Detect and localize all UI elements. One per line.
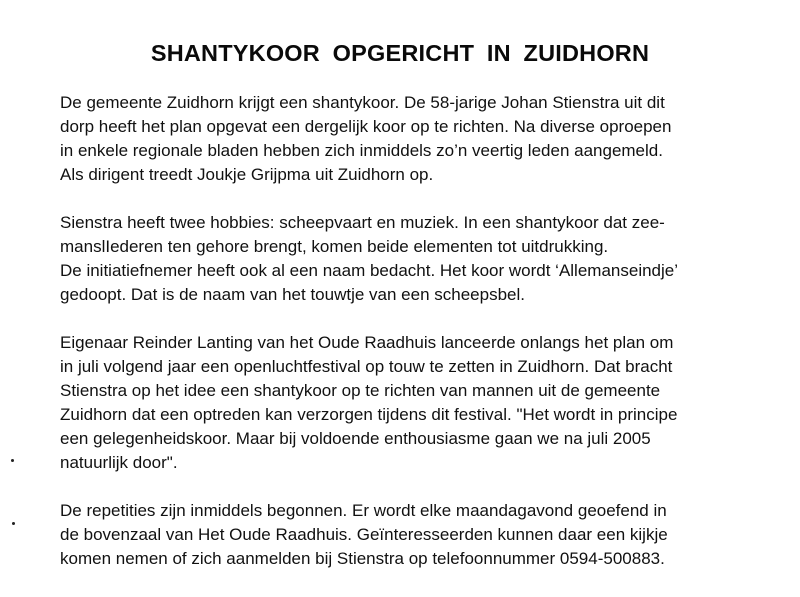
- scan-speck: [11, 459, 14, 462]
- text-line: Stienstra op het idee een shantykoor op te richten van mannen uit de gemeente: [60, 381, 661, 400]
- article-body: [60, 91, 795, 595]
- text-line: Als dirigent treedt Joukje Grijpma uit Zuidhorn op.: [60, 165, 434, 184]
- paragraph-2: [60, 211, 795, 307]
- article-title: SHANTYKOOR OPGERICHT IN ZUIDHORN: [150, 40, 650, 66]
- text-line: in juli volgend jaar een openluchtfestival op touw te zetten in Zuidhorn. Dat bracht: [60, 357, 673, 376]
- text-line: de bovenzaal van Het Oude Raadhuis. Geïnteresseerden kunnen daar een kijkje: [60, 525, 668, 544]
- text-line: De gemeente Zuidhorn krijgt een shantykoor. De 58-jarige Johan Stienstra uit dit: [60, 93, 665, 112]
- text-line: gedoopt. Dat is de naam van het touwtje van een scheepsbel.: [60, 285, 525, 304]
- text-line: Zuidhorn dat een optreden kan verzorgen tijdens dit festival. "Het wordt in principe: [60, 405, 678, 424]
- text-line: een gelegenheidskoor. Maar bij voldoende enthousiasme gaan we na juli 2005: [60, 429, 651, 448]
- text-line: De initiatiefnemer heeft ook al een naam bedacht. Het koor wordt ‘Allemanseindje’: [60, 261, 679, 280]
- paragraph-1: [60, 91, 795, 187]
- paragraph-4: [60, 499, 795, 571]
- text-line: in enkele regionale bladen hebben zich inmiddels zo’n veertig leden aangemeld.: [60, 141, 663, 160]
- text-line: manslIederen ten gehore brengt, komen beide elementen tot uitdrukking.: [60, 237, 609, 256]
- text-line: dorp heeft het plan opgevat een dergelijk koor op te richten. Na diverse oproepen: [60, 117, 672, 136]
- scan-speck: [12, 522, 15, 525]
- text-line: natuurlijk door".: [60, 453, 178, 472]
- text-line: Eigenaar Reinder Lanting van het Oude Raadhuis lanceerde onlangs het plan om: [60, 333, 674, 352]
- text-line: Sienstra heeft twee hobbies: scheepvaart en muziek. In een shantykoor dat zee-: [60, 213, 665, 232]
- text-line: De repetities zijn inmiddels begonnen. Er wordt elke maandagavond geoefend in: [60, 501, 667, 520]
- text-line: komen nemen of zich aanmelden bij Stienstra op telefoonnummer 0594-500883.: [60, 549, 665, 568]
- paragraph-3: [60, 331, 795, 475]
